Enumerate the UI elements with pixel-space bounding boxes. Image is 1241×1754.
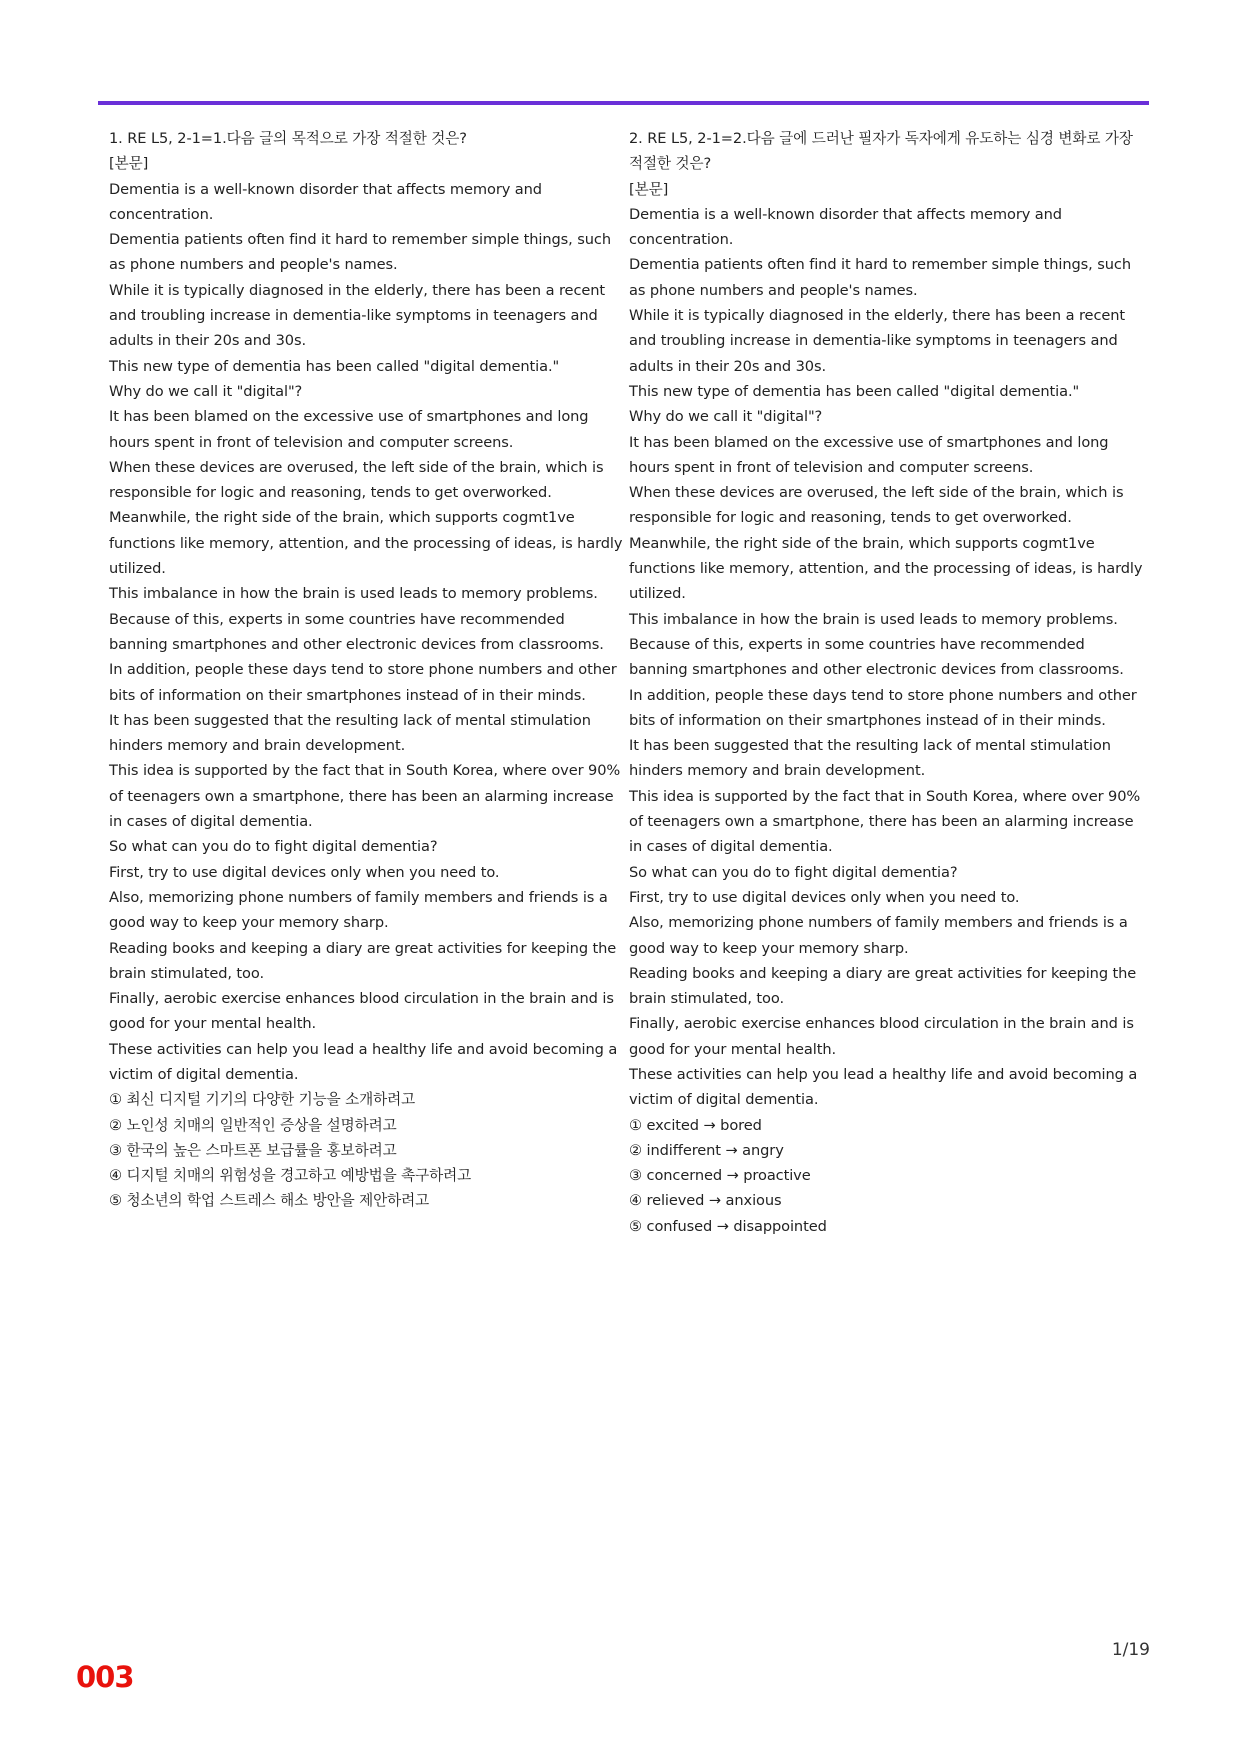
passage-sentence: In addition, people these days tend to store phone numbers and other bits of information on their smartphones instead of in their minds. [629, 686, 1137, 729]
passage-sentence: Reading books and keeping a diary are great activities for keeping the brain stimulated, too. [629, 964, 1137, 1008]
question-1 [109, 126, 624, 1214]
answer-choice-2: ② 노인성 치매의 일반적인 증상을 설명하려고 [109, 1116, 397, 1134]
passage-sentence: Finally, aerobic exercise enhances blood circulation in the brain and is good for your mental health. [109, 990, 614, 1033]
passage-sentence: This idea is supported by the fact that in South Korea, where over 90% of teenagers own a smartphone, there has been an alarming increase in cases of digital dementia. [109, 762, 621, 831]
passage-sentence: These activities can help you lead a healthy life and avoid becoming a victim of digital dementia. [629, 1065, 1138, 1109]
answer-choice-3: ③ 한국의 높은 스마트폰 보급률을 홍보하려고 [109, 1141, 397, 1159]
passage-sentence: When these devices are overused, the left side of the brain, which is responsible for logic and reasoning, tends to get overworked. [629, 484, 1124, 527]
passage-sentence: Meanwhile, the right side of the brain, which supports cogmt1ve functions like memory, attention, and the processing of ideas, is hardly utilized. [109, 509, 623, 578]
passage-sentence: Reading books and keeping a diary are great activities for keeping the brain stimulated, too. [109, 939, 617, 982]
question-2 [629, 126, 1144, 1239]
passage-sentence: First, try to use digital devices only when you need to. [109, 863, 500, 881]
passage-sentence: Dementia is a well-known disorder that affects memory and concentration. [109, 180, 542, 223]
passage-sentence: Why do we call it "digital"? [109, 382, 303, 400]
passage-sentence: So what can you do to fight digital dementia? [109, 838, 438, 856]
passage-sentence: Dementia patients often find it hard to remember simple things, such as phone numbers and people's names. [629, 256, 1131, 299]
passage-sentence: While it is typically diagnosed in the elderly, there has been a recent and troubling increase in dementia-like symptoms in teenagers and adults in their 20s and 30s. [109, 281, 606, 350]
header-rule [98, 101, 1149, 105]
passage-tag: [본문] [629, 180, 669, 198]
passage-sentence: Dementia is a well-known disorder that affects memory and concentration. [629, 205, 1062, 249]
passage-sentence: When these devices are overused, the left side of the brain, which is responsible for logic and reasoning, tends to get overworked. [109, 458, 604, 502]
passage-sentence: So what can you do to fight digital dementia? [629, 863, 958, 881]
passage-sentence: This imbalance in how the brain is used leads to memory problems. [109, 585, 598, 603]
passage-sentence: It has been suggested that the resulting lack of mental stimulation hinders memory and brain development. [109, 711, 591, 755]
passage-sentence: This new type of dementia has been called "digital dementia." [629, 382, 1080, 400]
answer-choice-4: ④ 디지털 치매의 위험성을 경고하고 예방법을 촉구하려고 [109, 1167, 472, 1185]
passage-sentence: Also, memorizing phone numbers of family members and friends is a good way to keep your memory sharp. [629, 914, 1128, 957]
answer-choice-1: ① excited → bored [629, 1116, 762, 1134]
page-number: 1/19 [1111, 1640, 1150, 1660]
document-code: 003 [76, 1660, 134, 1694]
passage-sentence: While it is typically diagnosed in the elderly, there has been a recent and troubling increase in dementia-like symptoms in teenagers and adults in their 20s and 30s. [629, 307, 1126, 375]
passage-sentence: Why do we call it "digital"? [629, 408, 823, 426]
passage-sentence: First, try to use digital devices only when you need to. [629, 888, 1020, 906]
question-title: 2. RE L5, 2-1=2.다음 글에 드러난 필자가 독자에게 유도하는 심경 변화로 가장 적절한 것은? [629, 130, 1133, 173]
passage-sentence: These activities can help you lead a healthy life and avoid becoming a victim of digital dementia. [109, 1040, 618, 1083]
passage-sentence: It has been blamed on the excessive use of smartphones and long hours spent in front of television and computer screens. [109, 408, 589, 451]
passage-sentence: Meanwhile, the right side of the brain, which supports cogmt1ve functions like memory, attention, and the processing of ideas, is hardly utilized. [629, 534, 1143, 603]
passage-sentence: Because of this, experts in some countries have recommended banning smartphones and other electronic devices from classrooms. [629, 635, 1124, 679]
passage-sentence: Dementia patients often find it hard to remember simple things, such as phone numbers and people's names. [109, 231, 611, 274]
answer-choice-5: ⑤ 청소년의 학업 스트레스 해소 방안을 제안하려고 [109, 1192, 430, 1210]
passage-sentence: Finally, aerobic exercise enhances blood circulation in the brain and is good for your mental health. [629, 1015, 1134, 1058]
passage-sentence: Also, memorizing phone numbers of family members and friends is a good way to keep your memory sharp. [109, 888, 608, 932]
passage-sentence: This imbalance in how the brain is used leads to memory problems. [629, 610, 1118, 628]
passage-sentence: It has been suggested that the resulting lack of mental stimulation hinders memory and brain development. [629, 737, 1111, 780]
passage-sentence: This new type of dementia has been called "digital dementia." [109, 357, 560, 375]
passage-sentence: Because of this, experts in some countries have recommended banning smartphones and other electronic devices from classrooms. [109, 610, 604, 653]
passage-sentence: In addition, people these days tend to store phone numbers and other bits of information on their smartphones instead of in their minds. [109, 661, 617, 704]
answer-choice-1: ① 최신 디지털 기기의 다양한 기능을 소개하려고 [109, 1091, 416, 1109]
answer-choice-3: ③ concerned → proactive [629, 1167, 811, 1185]
question-title: 1. RE L5, 2-1=1.다음 글의 목적으로 가장 적절한 것은? [109, 130, 467, 147]
answer-choice-2: ② indifferent → angry [629, 1141, 784, 1159]
passage-sentence: This idea is supported by the fact that in South Korea, where over 90% of teenagers own a smartphone, there has been an alarming increase in cases of digital dementia. [629, 787, 1141, 856]
passage-tag: [본문] [109, 155, 149, 173]
passage-sentence: It has been blamed on the excessive use of smartphones and long hours spent in front of television and computer screens. [629, 433, 1109, 476]
answer-choice-5: ⑤ confused → disappointed [629, 1217, 827, 1235]
answer-choice-4: ④ relieved → anxious [629, 1192, 782, 1210]
